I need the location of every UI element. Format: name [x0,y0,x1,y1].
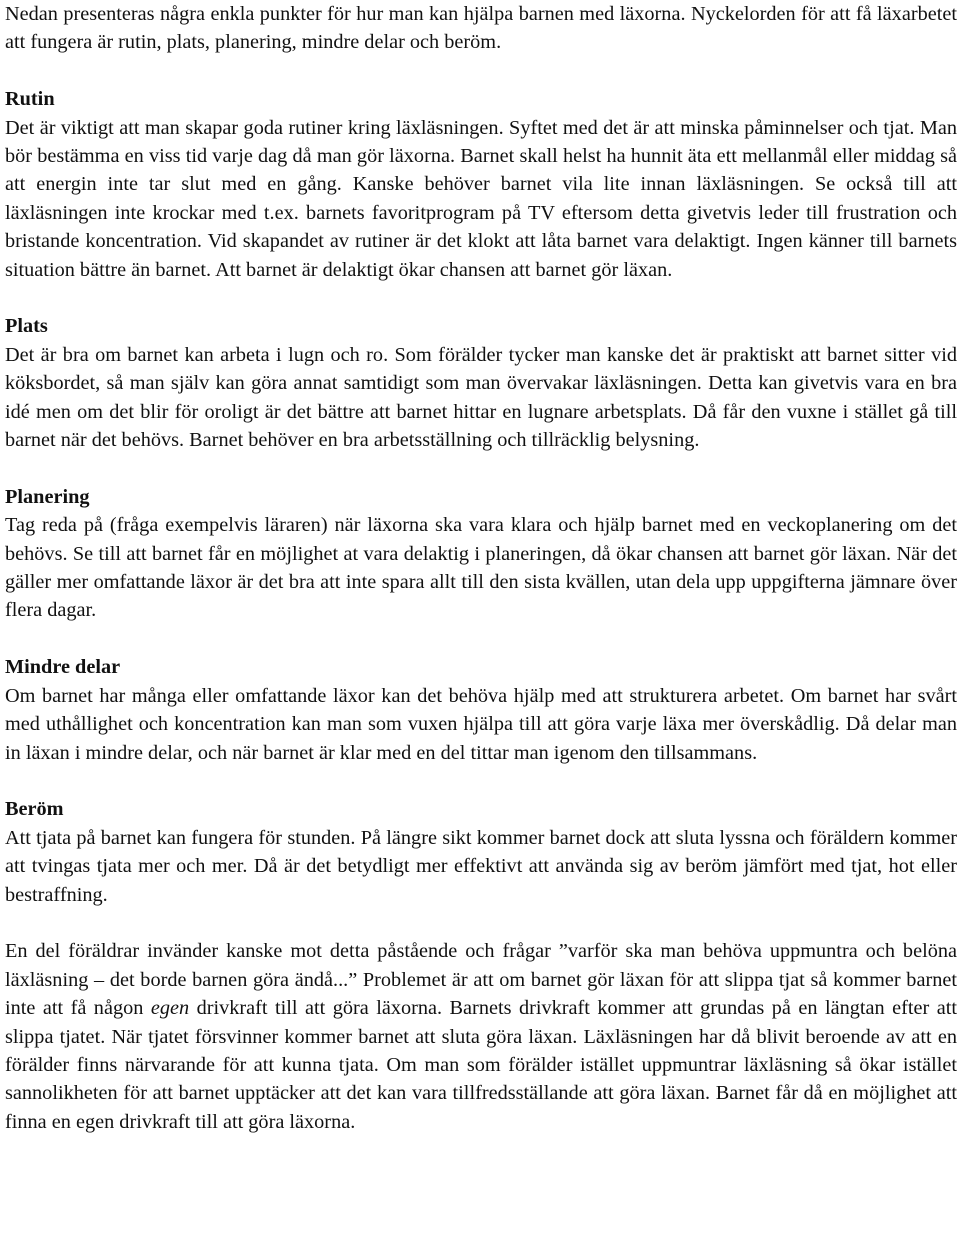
section-body: Det är viktigt att man skapar goda rutiner kring läxläsningen. Syftet med det är att minska påminnelser och tjat. Man bör bestämma en viss tid varje dag då man gör läxorna. Barnet skall helst ha hunnit äta ett mellanmål eller middag så att energin inte tar slut med en gång. Kanske behöver barnet vila lite innan läxläsningen. Se också till att läxläsningen inte krockar med t.ex. barnets favoritprogram på TV eftersom detta givetvis leder till frustration och bristande koncentration. Vid skapandet av rutiner är det klokt att låta barnet vara delaktigt. Ingen känner till barnets situation bättre än barnet. Att barnet är delaktigt ökar chansen att barnet gör läxan. [5,116,957,281]
paragraph-gap [5,767,957,795]
section-body: Tag reda på (fråga exempelvis läraren) när läxorna ska vara klara och hjälp barnet med en veckoplanering om det behövs. Se till att barnet får en möjlighet at vara delaktig i planeringen, då ökar chansen att barnet gör läxan. När det gäller mer omfattande läxor är det bra att inte spara allt till den sista kvällen, utan dela upp uppgifterna jämnare över flera dagar. [5,514,957,622]
section-body: Det är bra om barnet kan arbeta i lugn och ro. Som förälder tycker man kanske det är praktiskt att barnet sitter vid köksbordet, så man själv kan göra annat samtidigt som man övervakar läxläsningen. Detta kan givetvis vara en bra idé men om det blir för oroligt är det bättre att barnet hittar en lugnare arbetsplats. Då får den vuxne i stället gå till barnet när det behövs. Barnet behöver en bra arbetsställning och tillräcklig belysning. [5,343,957,452]
paragraph-gap [5,454,957,482]
section-heading: Planering [5,485,90,508]
section-plats [5,312,957,454]
section-heading: Beröm [5,798,64,821]
section-berom [5,795,957,909]
section-body: Att tjata på barnet kan fungera för stunden. På längre sikt kommer barnet dock att sluta lyssna och föräldern kommer att tvingas tjata mer och mer. Då är det betydligt mer effektivt att använda sig av beröm jämfört med tjat, hot eller bestraffning. [5,826,957,906]
section-heading: Plats [5,315,48,338]
paragraph-gap [5,57,957,85]
section-body: Om barnet har många eller omfattande läxor kan det behöva hjälp med att strukturera arbetet. Om barnet har svårt med uthållighet och koncentration kan man som vuxen hjälpa till att göra varje läxa mer överskådlig. Då delar man in läxan i mindre delar, och när barnet är klar med en del tittar man igenom den tillsammans. [5,684,957,764]
paragraph-gap [5,909,957,937]
closing-text-after: drivkraft till att göra läxorna. Barnets drivkraft kommer att grundas på en längtan efter att slippa tjatet. När tjatet försvinner kommer barnet att sluta göra läxan. Läxläsningen har då blivit beroende av att en förälder finns närvarande för att kunna tjata. Om man som förälder istället uppmuntrar läxläsning så ökar istället sannolikheten för att barnet upptäcker att det kan vara tillfredsställande att göra läxan. Barnet får då en möjlighet att finna en egen drivkraft till att göra läxorna. [5,997,957,1133]
closing-paragraph [5,937,957,1136]
section-mindre-delar [5,653,957,767]
section-heading: Rutin [5,88,55,111]
section-planering [5,483,957,625]
section-heading: Mindre delar [5,656,121,679]
closing-text-before: En del föräldrar invänder kanske mot detta påstående och frågar ”varför ska man behöva uppmuntra och belöna läxläsning – det borde barnen göra ändå...” Problemet är att om barnet gör läxan för att slippa tjat så kommer barnet inte att få någon [5,940,957,1020]
closing-emphasis: egen [150,997,190,1020]
intro-paragraph: Nedan presenteras några enkla punkter för hur man kan hjälpa barnen med läxorna. Nyckelorden för att få läxarbetet att fungera är rutin, plats, planering, mindre delar och beröm. [5,3,957,54]
section-rutin [5,85,957,284]
paragraph-gap [5,284,957,312]
paragraph-gap [5,625,957,653]
